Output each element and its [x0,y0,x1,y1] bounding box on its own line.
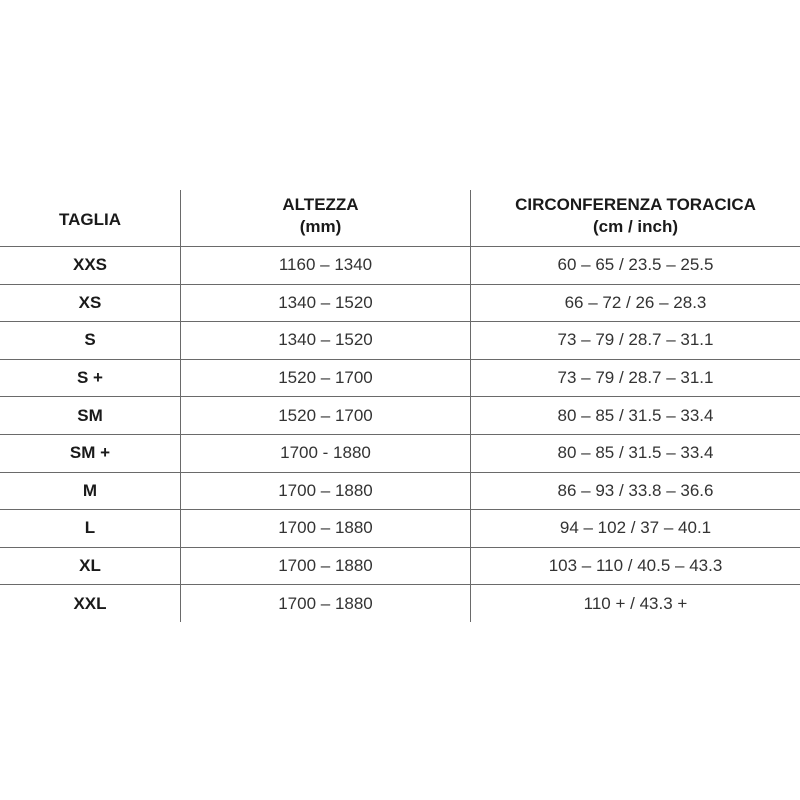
table-row [0,360,800,398]
header-height [180,190,470,246]
chest-cell: 94 – 102 / 37 – 40.1 [470,510,800,547]
size-cell: XXL [73,593,107,613]
table-row [0,322,800,360]
table-row [0,247,800,285]
chest-cell: 80 – 85 / 31.5 – 33.4 [470,435,800,472]
height-cell: 1700 – 1880 [180,585,470,622]
height-cell: 1700 – 1880 [180,473,470,510]
size-cell: SM [77,405,103,425]
size-cell: L [84,518,96,538]
height-cell: 1340 – 1520 [180,322,470,359]
table-header-row [0,190,800,247]
chest-cell: 60 – 65 / 23.5 – 25.5 [470,247,800,284]
table-row [0,397,800,435]
chest-cell: 73 – 79 / 28.7 – 31.1 [470,360,800,397]
table-row [0,510,800,548]
header-height-title: ALTEZZA [282,195,359,214]
chest-cell: 86 – 93 / 33.8 – 36.6 [470,473,800,510]
header-size [0,190,180,246]
height-cell: 1520 – 1700 [180,360,470,397]
size-cell: SM + [69,443,111,463]
chest-cell: 80 – 85 / 31.5 – 33.4 [470,397,800,434]
chest-cell: 66 – 72 / 26 – 28.3 [470,285,800,322]
height-cell: 1340 – 1520 [180,285,470,322]
size-cell: XXS [72,255,108,275]
size-chart-table [0,190,800,622]
header-size-label: TAGLIA [58,210,121,229]
size-cell: S [84,330,96,350]
chest-cell: 73 – 79 / 28.7 – 31.1 [470,322,800,359]
size-cell: S + [77,368,103,388]
size-cell: XL [79,556,101,576]
height-cell: 1160 – 1340 [180,247,470,284]
height-cell: 1520 – 1700 [180,397,470,434]
header-chest-title: CIRCONFERENZA TORACICA [515,195,756,214]
table-row [0,473,800,511]
size-cell: M [82,480,98,500]
header-chest [470,190,800,246]
header-height-unit: (mm) [299,217,342,236]
height-cell: 1700 - 1880 [180,435,470,472]
table-row [0,435,800,473]
height-cell: 1700 – 1880 [180,548,470,585]
table-row [0,548,800,586]
height-cell: 1700 – 1880 [180,510,470,547]
header-chest-unit: (cm / inch) [592,217,678,236]
table-row [0,585,800,622]
table-row [0,285,800,323]
chest-cell: 110 + / 43.3 + [470,585,800,622]
size-cell: XS [78,292,102,312]
chest-cell: 103 – 110 / 40.5 – 43.3 [470,548,800,585]
